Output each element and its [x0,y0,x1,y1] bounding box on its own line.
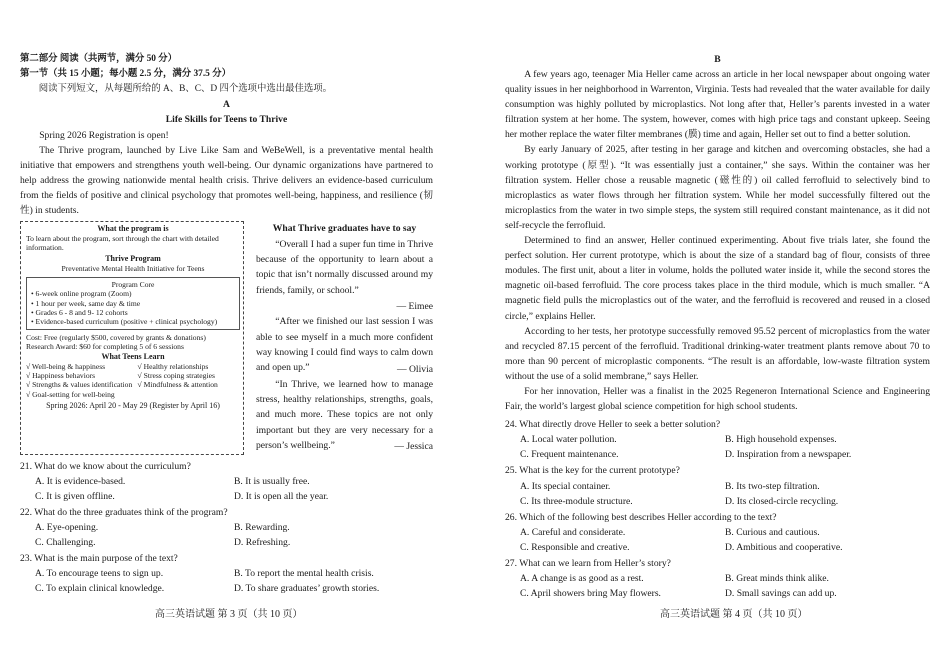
learn-item: √ Stress coping strategies [137,371,215,381]
quotes-heading: What Thrive graduates have to say [272,222,417,234]
question-options [505,571,930,601]
option[interactable]: A. Local water pollution. [520,434,617,446]
learn-list [26,362,240,400]
option[interactable]: A. To encourage teens to sign up. [35,568,164,580]
option[interactable]: D. Refreshing. [234,537,291,549]
question-stem: 25. What is the key for the current prototype? [505,465,680,477]
option[interactable]: B. Great minds think alike. [725,573,829,585]
learn-item: √ Goal-setting for well-being [26,389,115,399]
option[interactable]: C. Frequent maintenance. [520,449,619,461]
program-info-box [20,221,244,455]
passage-columns [20,221,433,455]
option[interactable]: B. High household expenses. [725,434,837,446]
option[interactable]: A. A change is as good as a rest. [520,573,644,585]
passage-paragraph: Determined to find an answer, Heller continued experimenting. About five trials later, she found the perfect solution. Her current prototype, which is about the size of a standard bag of flour, consists of three modules. The first unit, about a liter in volume, holds the polluted water inside it, while the second stores the magnetic oil-based ferrofluid. The core process takes place in the third module, which is much smaller. “A magnetic field pulls the microplastics out of the water, and the ferrofluid is recovered and reused in a closed circle,” explains Heller. [505,235,930,322]
quote-text: “After we finished our last session I was able to see myself in a much more confident way knowing I could find ways to calm down and open up.” [256,316,433,374]
passage-paragraph: A few years ago, teenager Mia Heller came across an article in her local newspaper about ongoing water quality issues in her neighborhood in Warrenton, Virginia. Tests had revealed that the water available for daily consumption was highly polluted by microplastics. Not long after that, Heller’s parents invested in a water filtration system at her home. The system, however, comes with high price tags and constant upkeep. Seeing her mother replace the water filter membranes (膜) time and again, Heller set out to find a better solution. [505,69,930,141]
dates-line: Spring 2026: April 20 - May 29 (Register by April 16) [46,401,220,411]
passage-paragraph: By early January of 2025, after testing in her garage and kitchen and overcoming obstacles, she had a working prototype (原型). “It was essentially just a container,” she says. Within the container was her filtration system. Heller chose a reusable magnetic (磁性的) oil called ferrofluid to selectively bind to microplastics as water flows through her filtration system. While her model successfully filtered out the microplastics from the water in two simple steps, the system still required constant maintenance, as it did not self-recycle the ferrofluid. [505,144,930,231]
passage-paragraph: For her innovation, Heller was a finalist in the 2025 Regeneron International Science and Engineering Fair, the world’s largest global science competition for high school students. [505,385,930,413]
passage-letter-a: A [223,99,230,110]
questions-a [20,459,433,597]
passage-intro: Spring 2026 Registration is open! [39,130,169,141]
program-subtitle: Preventative Mental Health Initiative for Teens [61,264,205,274]
question-stem: 23. What is the main purpose of the text? [20,553,178,565]
learn-item: √ Well-being & happiness [26,361,106,371]
question-options [505,525,930,555]
option[interactable]: C. It is given offline. [35,490,115,502]
passage-paragraph: According to her tests, her prototype successfully removed 95.52 percent of microplastics from the water and recycled 87.15 percent of the ferrofluid. Traditional drinking-water treatment plants remove about 70 to more than 90 percent of microplastic components. “The result is an affordable, low-waste filtration system without the use of a solid membrane,” says Heller. [505,325,930,382]
question-stem: 24. What directly drove Heller to seek a better solution? [505,419,721,431]
question-options [20,566,433,596]
question-stem: 27. What can we learn from Heller’s story? [505,558,671,569]
option[interactable]: D. Inspiration from a newspaper. [725,449,852,461]
right-page [475,0,950,672]
option[interactable]: A. It is evidence-based. [35,475,126,487]
quote-author: — Olivia [397,363,433,375]
instruction: 阅读下列短文，从每题所给的 A、B、C、D 四个选项中选出最佳选项。 [38,84,333,94]
section-heading: 第二部分 阅读（共两节，满分 50 分） [20,54,178,64]
question-options [505,432,930,462]
option[interactable]: B. Its two-step filtration. [725,480,820,492]
box-heading: What the program is [97,223,169,233]
box-description: To learn about the program, sort through the chart with detailed information. [26,233,219,252]
option[interactable]: B. It is usually free. [234,475,310,487]
option[interactable]: B. Curious and cautious. [725,526,820,538]
question-stem: 21. What do we know about the curriculum? [20,460,191,472]
quote-text: “In Thrive, we learned how to manage stress, healthy relationships, strengths, goals, and much more. These topics are not only important but they are very necessary for a person’s wellbeing.” [256,378,433,452]
question-options [20,474,433,504]
program-core-box [26,277,240,330]
question-options [505,479,930,509]
question-stem: 22. What do the three graduates think of the program? [20,506,228,518]
core-item: • Evidence-based curriculum (positive + clinical psychology) [31,317,218,327]
subsection-heading: 第一节（共 15 小题；每小题 2.5 分，满分 37.5 分） [20,69,231,79]
passage-title: Life Skills for Teens to Thrive [165,114,288,125]
question-options [20,520,433,550]
quote-author: — Jessica [394,441,433,453]
option[interactable]: C. April showers bring May flowers. [520,588,661,600]
option[interactable]: D. Ambitious and cooperative. [725,541,843,553]
passage-letter-b: B [714,54,721,65]
option[interactable]: B. Rewarding. [234,521,290,533]
option[interactable]: A. Eye-opening. [35,521,99,533]
cost-line: Cost: Free (regularly $500, covered by grants & donations) [26,332,206,342]
option[interactable]: C. Responsible and creative. [520,541,630,553]
option[interactable]: C. Its three-module structure. [520,495,633,507]
learn-item: √ Happiness behaviors [26,371,96,381]
option[interactable]: A. Careful and considerate. [520,526,626,538]
option[interactable]: C. To explain clinical knowledge. [35,583,165,595]
questions-b [505,417,930,601]
question-stem: 26. Which of the following best describes Heller according to the text? [505,511,777,523]
option[interactable]: D. Its closed-circle recycling. [725,495,839,507]
learn-heading: What Teens Learn [101,351,165,361]
passage-paragraph: The Thrive program, launched by Live Like Sam and WeBeWell, is a preventative mental health initiative that empowers and strengthens youth well-being. Our dynamic organizations have partnered to help address the growing nationwide mental health crisis. Thrive delivers an evidence-based curriculum from the fields of positive and clinical psychology that promotes well-being, happiness, and resilience (韧性) in students. [20,145,433,217]
option[interactable]: D. To share graduates’ growth stories. [234,583,380,595]
option[interactable]: D. Small savings can add up. [725,588,837,600]
learn-item: √ Mindfulness & attention [137,380,218,390]
quote-author: — Eimee [396,301,433,313]
program-name: Thrive Program [105,254,161,264]
quote-text: “Overall I had a super fun time in Thrive because of the opportunity to learn about a topic that isn’t normally discussed around my friends, family, or school.” [256,238,433,296]
option[interactable]: B. To report the mental health crisis. [234,568,374,580]
core-item: • 1 hour per week, same day & time [31,298,141,308]
option[interactable]: D. It is open all the year. [234,490,329,502]
page-footer-right: 高三英语试题 第 4 页（共 10 页） [660,609,808,620]
option[interactable]: C. Challenging. [35,537,96,549]
page-footer-left: 高三英语试题 第 3 页（共 10 页） [155,609,303,620]
award-line: Research Award: $60 for completing 5 of 6 sessions [26,342,184,352]
core-item: • 6-week online program (Zoom) [31,289,132,299]
learn-item: √ Strengths & values identification [26,380,133,390]
option[interactable]: A. Its special container. [520,480,611,492]
core-heading: Program Core [111,279,155,289]
learn-item: √ Healthy relationships [137,361,209,371]
core-item: • Grades 6 - 8 and 9- 12 cohorts [31,308,128,317]
graduate-quotes [256,221,433,455]
